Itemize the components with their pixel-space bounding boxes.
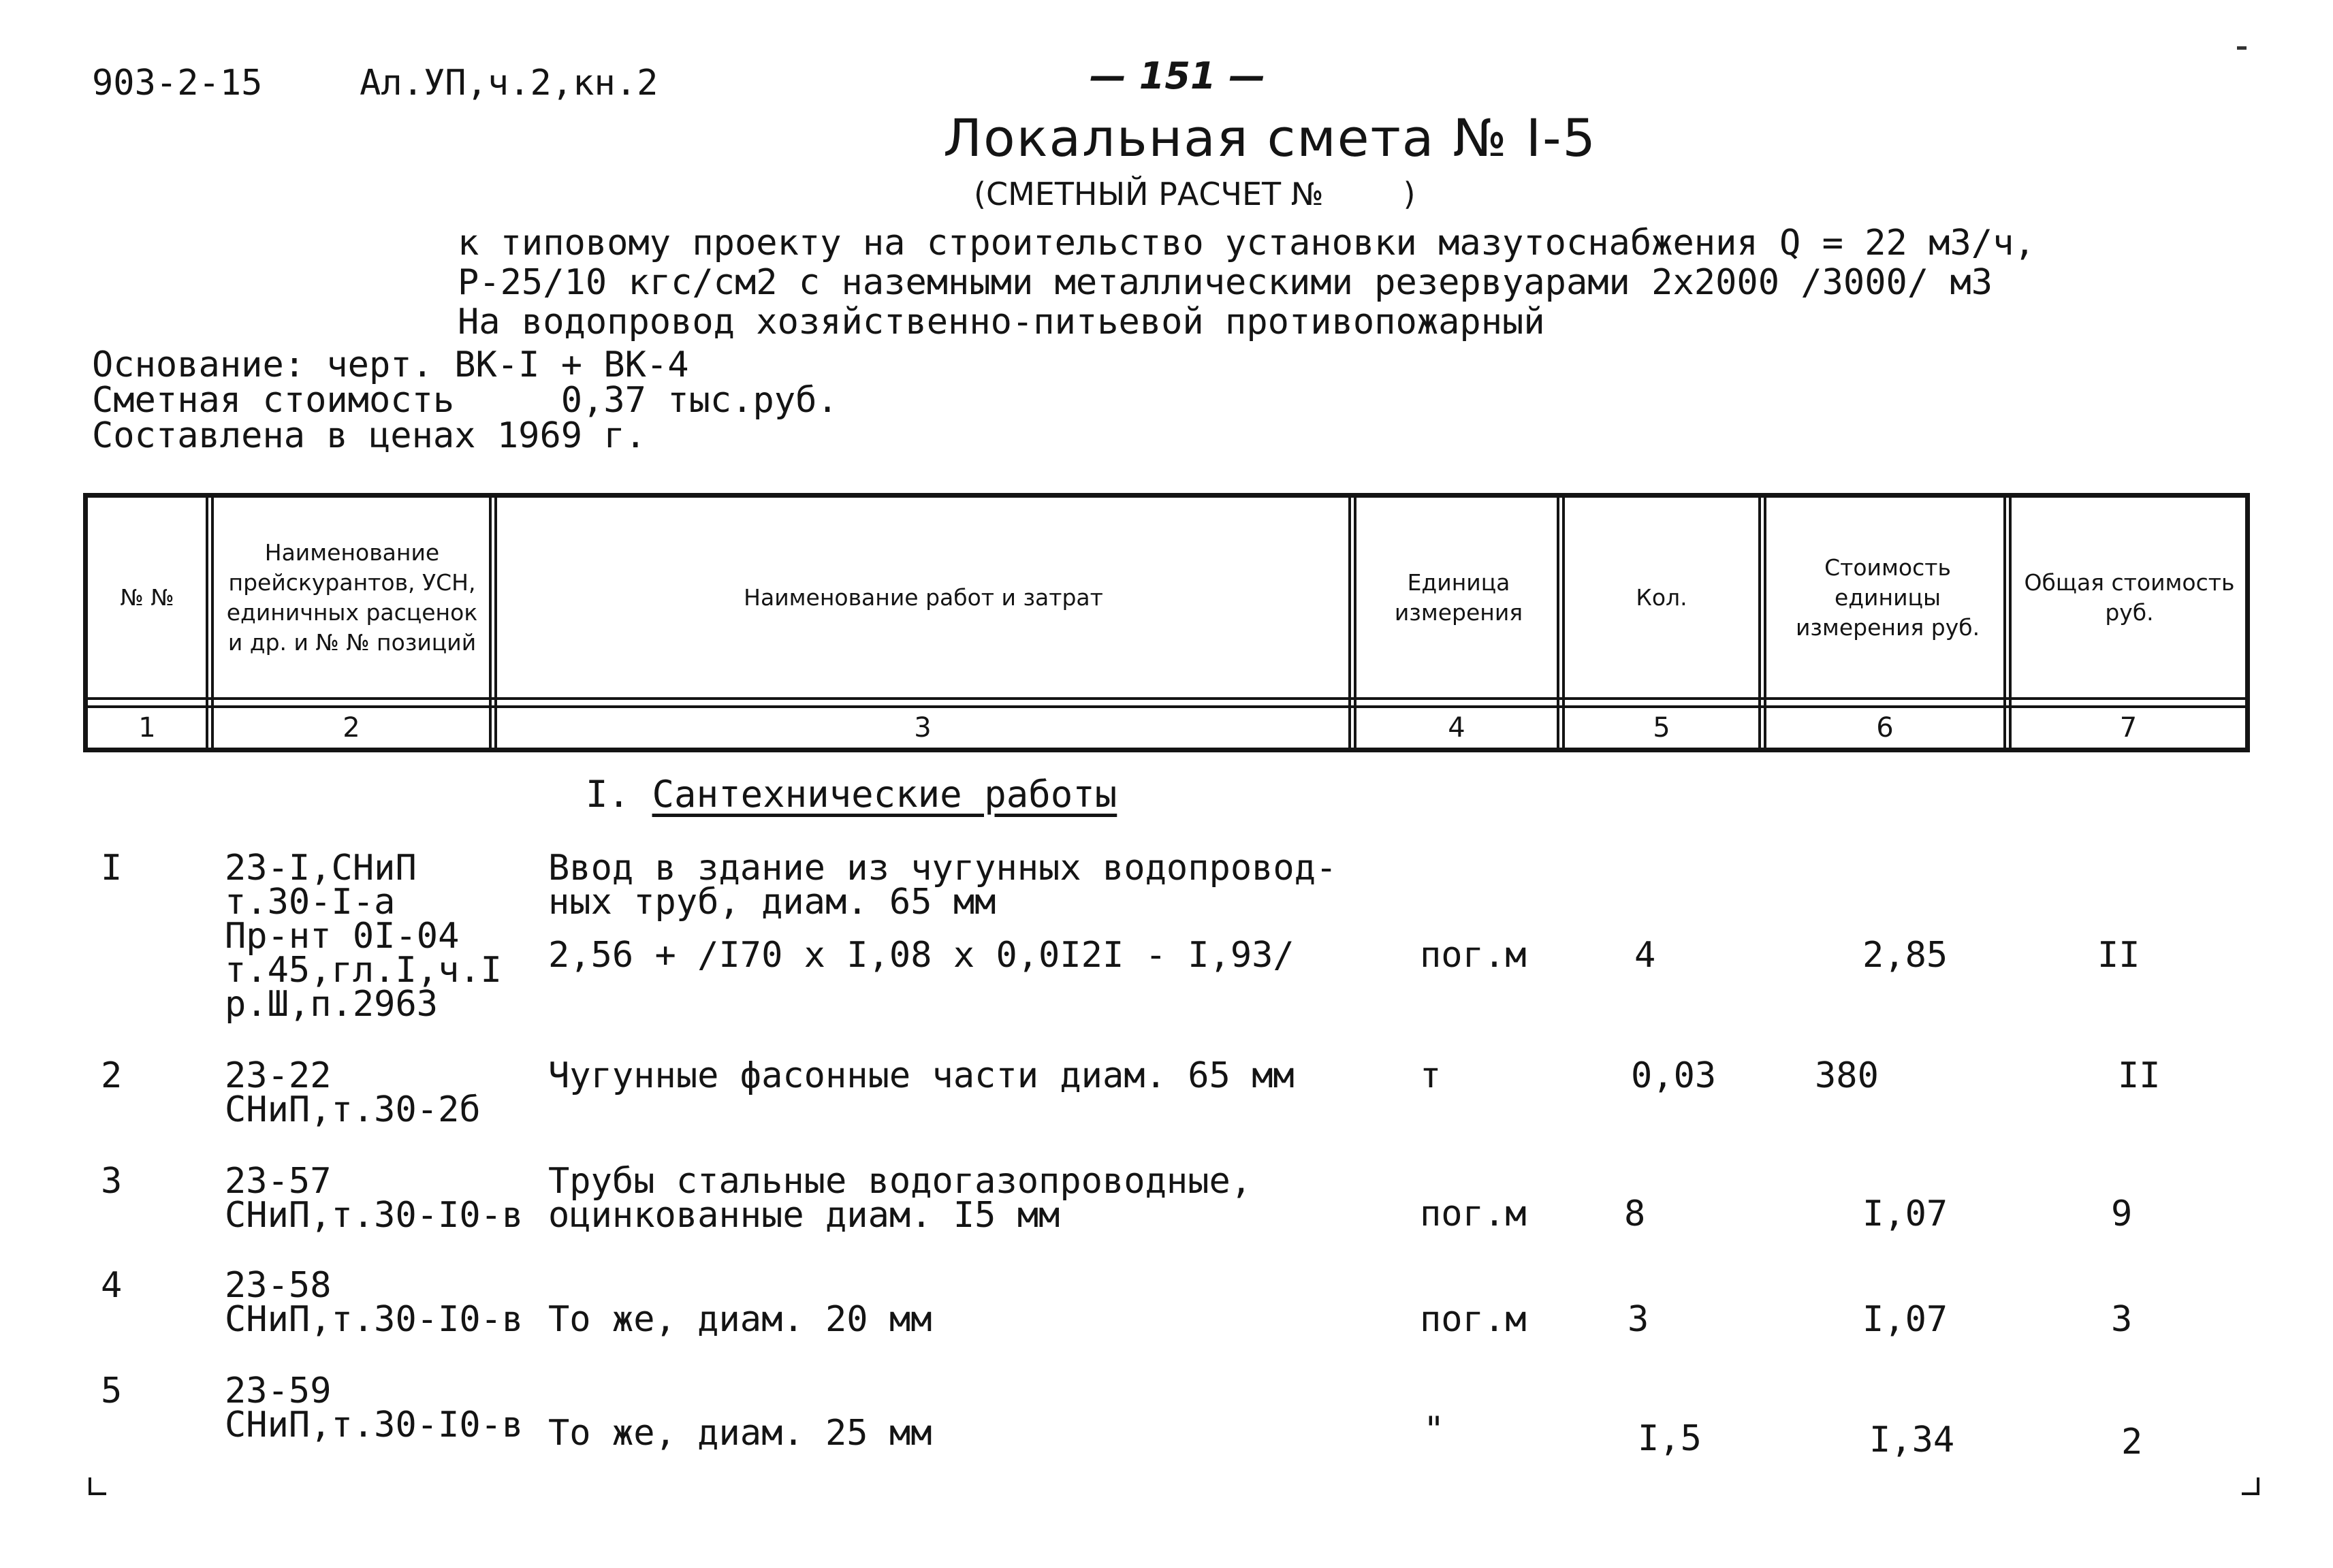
description-line-3: На водопровод хозяйственно-питьевой противопожарный (458, 302, 1545, 342)
basis-cost-label: Сметная стоимость (92, 380, 455, 421)
col-divider-2 (489, 493, 492, 752)
scan-mark (2237, 46, 2247, 50)
corner-mark-right (2242, 1477, 2259, 1495)
row-1-unit: пог.м (1420, 935, 1527, 976)
row-5-unit: " (1423, 1409, 1445, 1450)
row-4-work-name: То же, диам. 20 мм (548, 1299, 932, 1340)
row-2-quantity: 0,03 (1631, 1055, 1717, 1096)
row-4-quantity: 3 (1628, 1299, 1649, 1340)
row-5-quantity: I,5 (1638, 1418, 1702, 1459)
row-1-unit-price: 2,85 (1862, 935, 1948, 976)
row-1-reference: 23-I,СНиП т.30-I-а Пр-нт 0I-04 т.45,гл.I,ч.I р.Ш,п.2963 (225, 848, 502, 1025)
row-3-unit-price: I,07 (1862, 1194, 1948, 1234)
table-border-bottom (83, 748, 2250, 752)
col-num-7: 7 (2119, 712, 2138, 743)
row-1-number: I (101, 848, 123, 889)
row-3-unit: пог.м (1420, 1194, 1527, 1234)
row-5-reference: 23-59 СНиП,т.30-I0-в (225, 1371, 524, 1445)
doc-code: 903-2-15 (92, 63, 263, 103)
page-subtitle: (СМЕТНЫЙ РАСЧЕТ № ) (974, 176, 1416, 212)
header-col-work-name: Наименование работ и затрат (744, 584, 1103, 611)
description-line-1: к типовому проекту на строительство установки мазутоснабжения Q = 22 м3/ч, (458, 223, 2035, 263)
page-title: Локальная смета № I-5 (943, 108, 1597, 168)
table-header (83, 493, 2250, 752)
col-num-4: 4 (1448, 712, 1465, 743)
row-2-unit-price: 380 (1815, 1055, 1879, 1096)
col-num-5: 5 (1653, 712, 1670, 743)
row-4-reference: 23-58 СНиП,т.30-I0-в (225, 1265, 524, 1340)
row-1-formula: 2,56 + /I70 х I,08 х 0,0I2I - I,93/ (548, 935, 1295, 976)
table-border-left (83, 493, 88, 752)
row-2-reference: 23-22 СНиП,т.30-2б (225, 1055, 481, 1130)
basis-block (92, 345, 838, 456)
col-num-2: 2 (343, 712, 360, 743)
header-col-reference: Наименование прейскурантов, УСН, единичных расценок и др. и № № позиций (226, 539, 478, 656)
table-border-top (83, 493, 2250, 498)
row-1-total: II (2097, 935, 2140, 976)
col-divider-4 (1557, 493, 1559, 752)
col-divider-3 (1348, 493, 1351, 752)
row-2-total: II (2118, 1055, 2161, 1096)
header-col-unit-price: Стоимость единицы измерения руб. (1795, 554, 1980, 641)
row-3-work-name: Трубы стальные водогазопроводные, оцинкованные диам. I5 мм (548, 1161, 1252, 1236)
col-num-1: 1 (138, 712, 156, 743)
header-col-number: № № (120, 584, 174, 611)
basis-foundation: Основание: черт. ВК-I + ВК-4 (92, 345, 689, 385)
row-5-total: 2 (2121, 1422, 2143, 1462)
album-code: Ал.УП,ч.2,кн.2 (360, 63, 658, 103)
header-divider (83, 697, 2250, 700)
row-2-unit: т (1420, 1055, 1442, 1096)
row-5-work-name: То же, диам. 25 мм (548, 1413, 932, 1454)
section-title (586, 773, 1117, 816)
col-num-6: 6 (1876, 712, 1894, 743)
col-num-3: 3 (914, 712, 932, 743)
row-4-number: 4 (101, 1265, 123, 1306)
row-1-quantity: 4 (1634, 935, 1656, 976)
document-code (92, 63, 658, 103)
section-title-text: I. Сантехнические работы (586, 773, 1117, 816)
corner-mark-left (89, 1477, 106, 1495)
basis-cost-value: 0,37 тыс.руб. (560, 380, 838, 421)
row-5-unit-price: I,34 (1869, 1420, 1955, 1460)
header-col-total: Общая стоимость руб. (2024, 569, 2235, 626)
row-1-work-name: Ввод в здание из чугунных водопровод- ных труб, диам. 65 мм (548, 848, 1337, 923)
header-col-unit: Единица измерения (1394, 569, 1523, 626)
basis-prices: Составлена в ценах 1969 г. (92, 415, 646, 456)
row-3-reference: 23-57 СНиП,т.30-I0-в (225, 1161, 524, 1236)
row-4-unit-price: I,07 (1862, 1299, 1948, 1340)
row-4-unit: пог.м (1420, 1299, 1527, 1340)
row-2-number: 2 (101, 1055, 123, 1096)
col-divider-5 (1758, 493, 1761, 752)
col-divider-6 (2003, 493, 2006, 752)
row-3-total: 9 (2111, 1194, 2133, 1234)
row-2-work-name: Чугунные фасонные части диам. 65 мм (548, 1055, 1295, 1096)
page-number: — 151 — (1090, 54, 1266, 97)
header-col-quantity: Кол. (1636, 584, 1687, 611)
description-line-2: Р-25/10 кгс/см2 с наземными металлическими резервуарами 2х2000 /3000/ м3 (458, 262, 1993, 303)
table-border-right (2245, 493, 2250, 752)
col-divider-1 (206, 493, 208, 752)
row-3-number: 3 (101, 1161, 123, 1202)
project-description (458, 223, 2035, 342)
row-3-quantity: 8 (1624, 1194, 1646, 1234)
row-4-total: 3 (2111, 1299, 2133, 1340)
row-5-number: 5 (101, 1371, 123, 1411)
